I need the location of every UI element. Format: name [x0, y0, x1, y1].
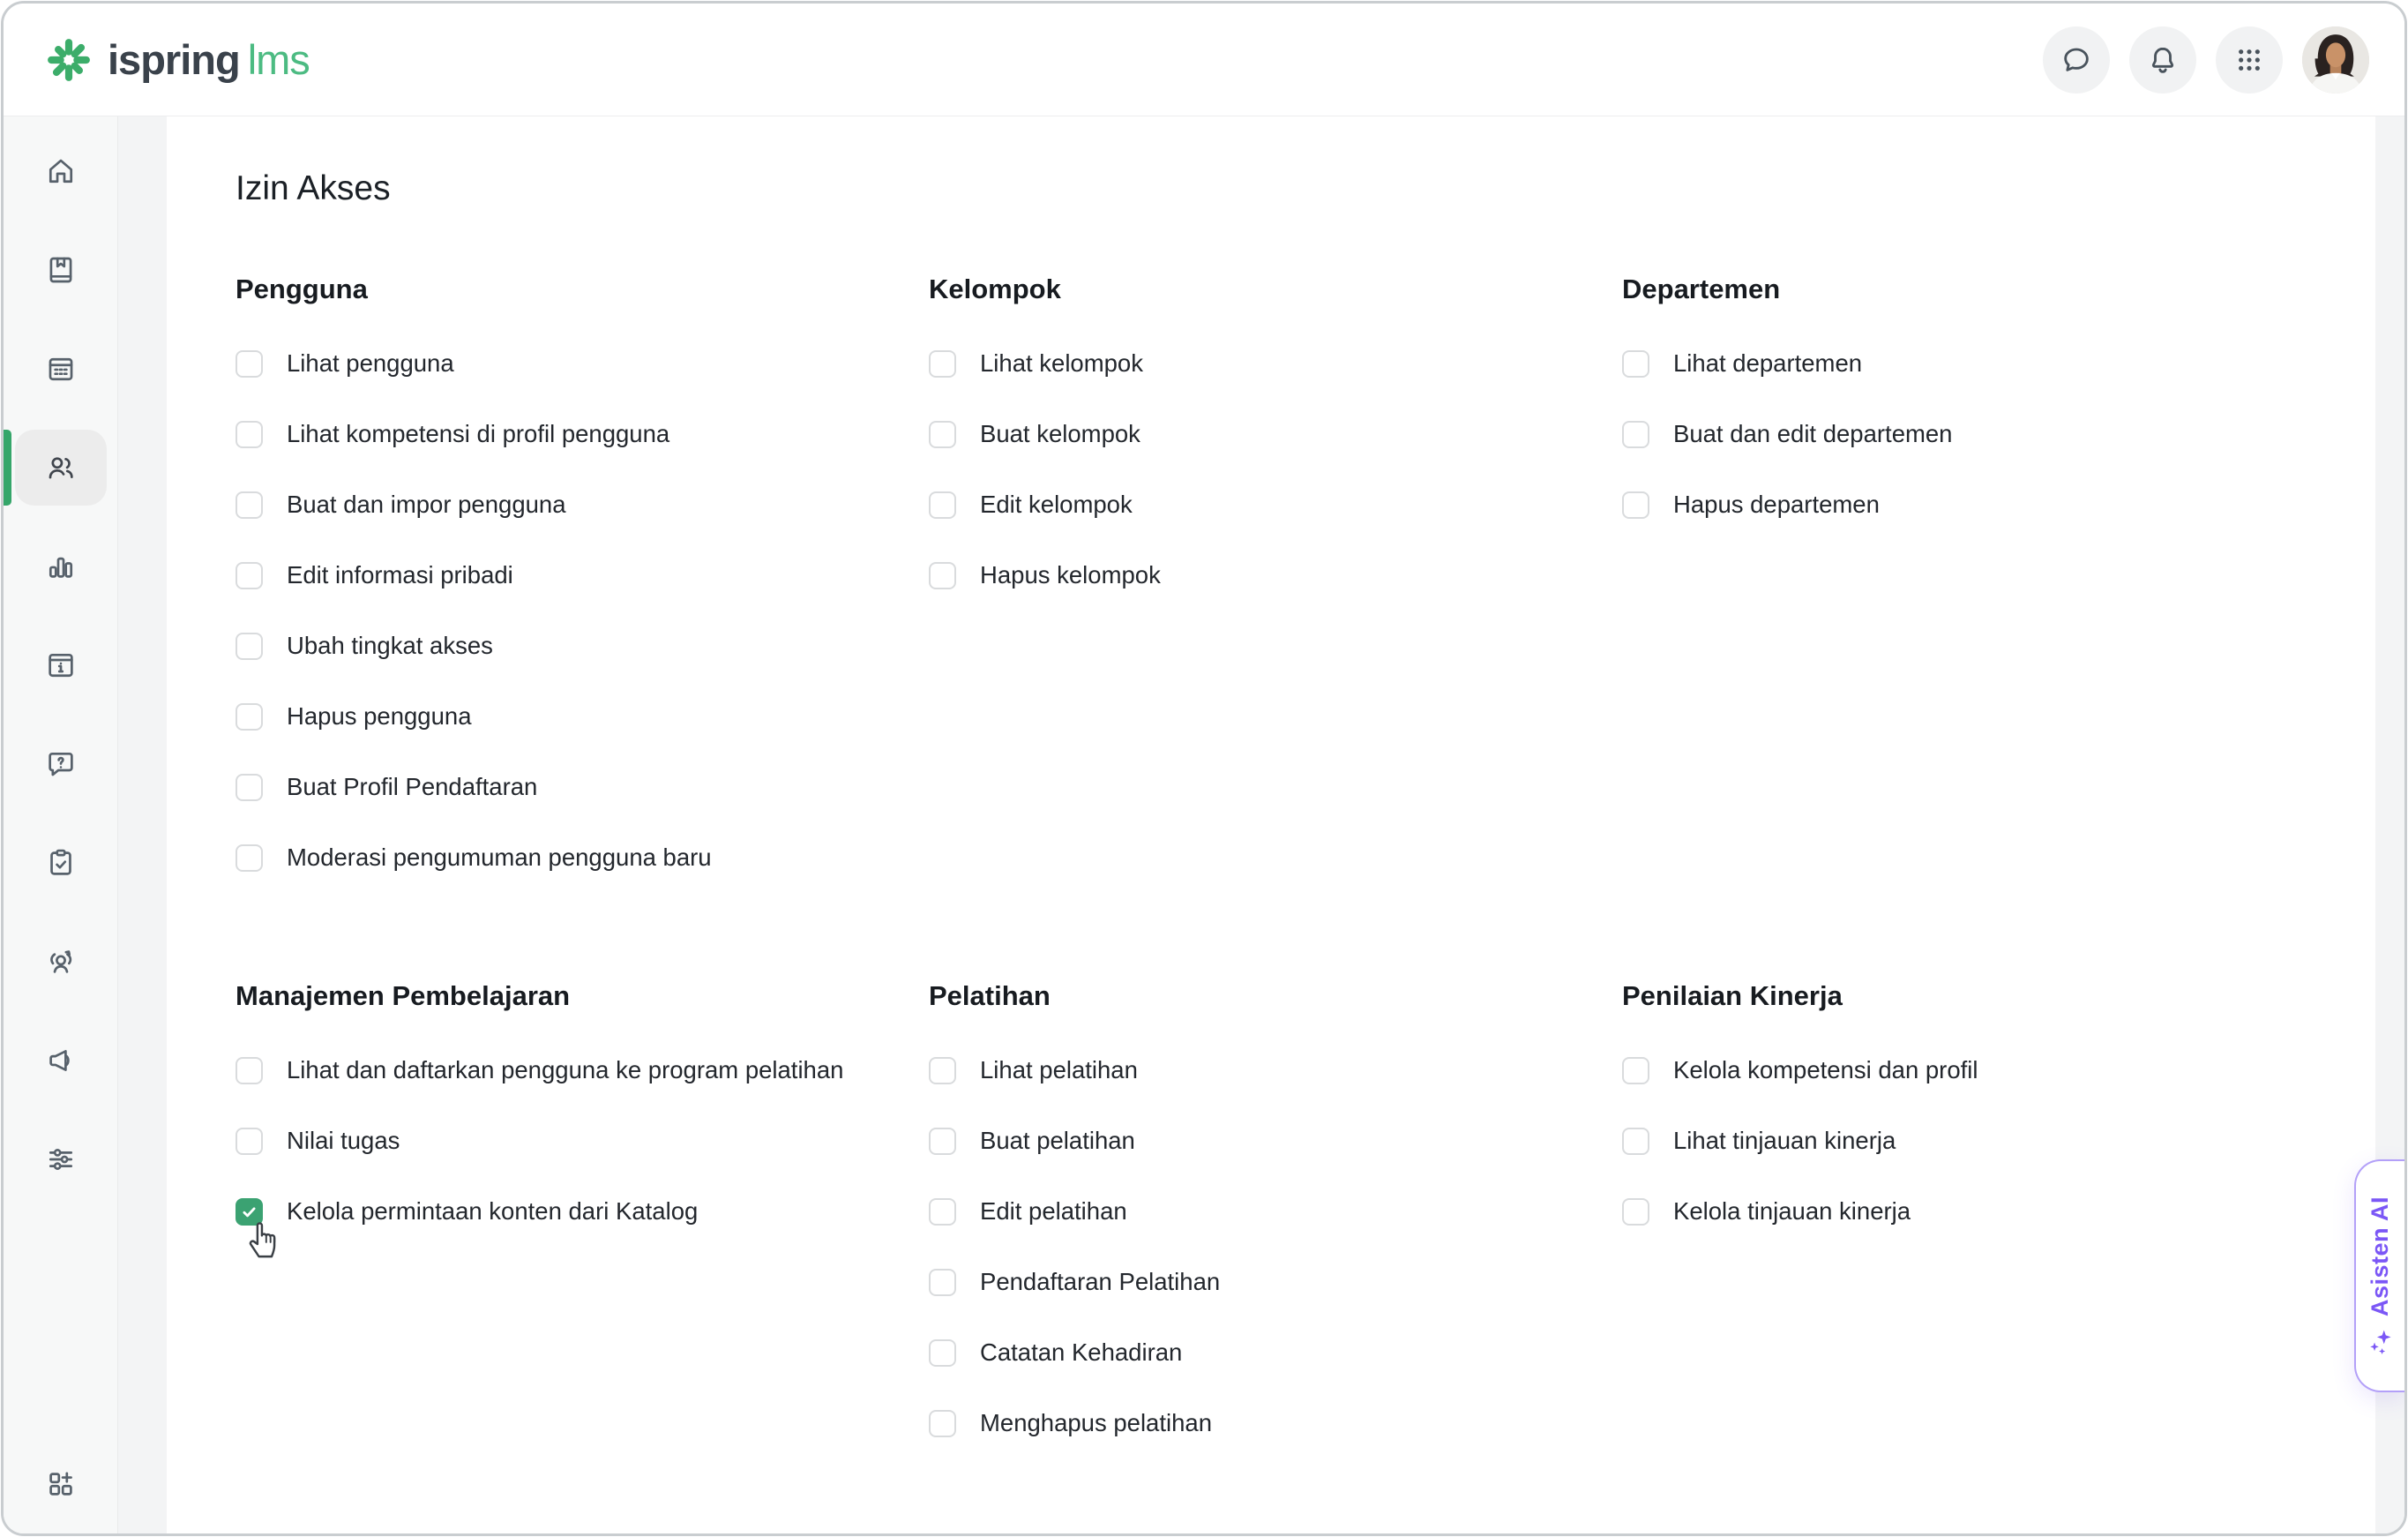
megaphone-icon: [44, 1044, 78, 1077]
permission-section: [929, 273, 1622, 611]
users-icon: [44, 451, 78, 484]
sidebar-item-performance-360[interactable]: [18, 933, 104, 990]
permission-label: Lihat kompetensi di profil pengguna: [287, 420, 670, 447]
checkbox-wrap: [929, 1057, 956, 1084]
permission-section: [236, 979, 929, 1247]
sidebar-item-help[interactable]: [18, 736, 104, 792]
permission-item: [929, 328, 1622, 399]
section-title: Penilaian Kinerja: [1622, 980, 1843, 1011]
permission-item: [236, 1106, 929, 1176]
permission-item: [929, 469, 1622, 540]
permission-label: Buat kelompok: [980, 420, 1140, 447]
permission-label: Kelola tinjauan kinerja: [1673, 1197, 1911, 1225]
app-shell: [4, 116, 2404, 1533]
checkbox-wrap: [1622, 1198, 1649, 1226]
checkbox-wrap: [929, 1339, 956, 1367]
permission-label: Hapus departemen: [1673, 491, 1880, 518]
permission-item: [236, 1176, 929, 1247]
permissions-grid: [236, 273, 2340, 1458]
permission-item: [929, 1317, 1622, 1388]
notifications-button[interactable]: [2129, 26, 2196, 94]
checkbox-wrap: [1622, 491, 1649, 519]
permission-item: [929, 1247, 1622, 1317]
user-avatar[interactable]: [2302, 26, 2369, 94]
permission-label: Lihat pengguna: [287, 349, 454, 377]
ai-assistant-tab[interactable]: [2354, 1159, 2404, 1392]
permission-label: Nilai tugas: [287, 1127, 400, 1154]
checkbox-wrap: [929, 1269, 956, 1296]
apps-grid-icon: [2232, 42, 2267, 78]
permission-label: Moderasi pengumuman pengguna baru: [287, 843, 712, 871]
permission-section: [929, 979, 1622, 1458]
permission-item: [236, 822, 929, 893]
sidebar-nav: [4, 116, 118, 1533]
permission-label: Lihat tinjauan kinerja: [1673, 1127, 1896, 1154]
checkbox-wrap: [1622, 1128, 1649, 1155]
permission-label: Kelola kompetensi dan profil: [1673, 1056, 1978, 1083]
header-actions: [2043, 26, 2369, 94]
checkbox-wrap: [929, 1198, 956, 1226]
section-title: Pengguna: [236, 274, 368, 304]
checkbox-wrap: [236, 844, 263, 872]
top-bar: [4, 4, 2404, 116]
permission-checkbox[interactable]: [236, 844, 263, 872]
permission-checkbox[interactable]: [236, 1198, 263, 1226]
ispring-flower-icon: [44, 35, 93, 85]
checkbox-wrap: [236, 1128, 263, 1155]
bell-icon: [2145, 42, 2180, 78]
apps-button[interactable]: [2216, 26, 2283, 94]
permission-item: [236, 752, 929, 822]
page-title: Izin Akses: [236, 169, 391, 207]
permission-item: [1622, 399, 2340, 469]
permission-checkbox[interactable]: [929, 350, 956, 378]
calendar-icon: [44, 352, 78, 386]
permission-item: [929, 1106, 1622, 1176]
permission-checkbox[interactable]: [929, 1198, 956, 1226]
permission-label: Edit informasi pribadi: [287, 561, 513, 589]
book-icon: [44, 253, 78, 287]
permission-label: Buat dan edit departemen: [1673, 420, 1953, 447]
sidebar-item-tasks[interactable]: [18, 835, 104, 891]
checkbox-wrap: [236, 703, 263, 731]
content-panel: [167, 116, 2375, 1533]
permission-checkbox[interactable]: [929, 1057, 956, 1084]
permission-item: [236, 328, 929, 399]
section-title: Manajemen Pembelajaran: [236, 980, 571, 1011]
checkbox-wrap: [1622, 1057, 1649, 1084]
permission-checkbox[interactable]: [929, 1410, 956, 1437]
permission-checkbox[interactable]: [236, 491, 263, 519]
permission-label: Pendaftaran Pelatihan: [980, 1268, 1221, 1295]
check-icon: [240, 1203, 258, 1221]
permission-label: Catatan Kehadiran: [980, 1338, 1183, 1366]
help-chat-icon: [44, 747, 78, 781]
permission-checkbox[interactable]: [236, 562, 263, 589]
permission-checkbox[interactable]: [1622, 1057, 1649, 1084]
clipboard-check-icon: [44, 846, 78, 880]
permission-checkbox[interactable]: [236, 633, 263, 660]
checkbox-wrap: [236, 350, 263, 378]
sidebar-item-settings[interactable]: [18, 1131, 104, 1188]
ai-assistant-label: Asisten AI: [2367, 1196, 2393, 1317]
brand-name: [108, 35, 310, 84]
permission-label: Ubah tingkat akses: [287, 632, 493, 659]
permission-checkbox[interactable]: [236, 1128, 263, 1155]
checkbox-wrap: [929, 1410, 956, 1437]
sidebar-item-add-ons[interactable]: [18, 1456, 104, 1512]
permission-label: Lihat pelatihan: [980, 1056, 1138, 1083]
grid-plus-icon: [44, 1467, 78, 1501]
permission-item: [1622, 1176, 2340, 1247]
checkbox-wrap: [236, 633, 263, 660]
permission-item: [236, 540, 929, 611]
permission-item: [929, 1388, 1622, 1458]
permission-item: [929, 399, 1622, 469]
checkbox-wrap: [929, 350, 956, 378]
permission-checkbox[interactable]: [1622, 1198, 1649, 1226]
permission-label: Hapus pengguna: [287, 702, 472, 730]
permission-label: Kelola permintaan konten dari Katalog: [287, 1197, 699, 1225]
permission-item: [929, 540, 1622, 611]
permission-checkbox[interactable]: [929, 1269, 956, 1296]
brand-name-secondary: lms: [247, 36, 310, 83]
permission-label: Hapus kelompok: [980, 561, 1161, 589]
permission-item: [236, 611, 929, 681]
permission-checkbox[interactable]: [236, 350, 263, 378]
checkbox-wrap: [236, 421, 263, 448]
permission-item: [1622, 1035, 2340, 1106]
permission-item: [929, 1035, 1622, 1106]
checkbox-wrap: [929, 421, 956, 448]
sidebar-item-reports[interactable]: [18, 538, 104, 595]
permission-checkbox[interactable]: [1622, 1128, 1649, 1155]
checkbox-wrap: [236, 491, 263, 519]
permission-label: Menghapus pelatihan: [980, 1409, 1212, 1436]
permission-checkbox[interactable]: [236, 774, 263, 801]
bar-chart-icon: [44, 550, 78, 583]
checkbox-wrap: [236, 774, 263, 801]
permission-checkbox[interactable]: [929, 1339, 956, 1367]
permission-item: [1622, 469, 2340, 540]
chat-icon: [2059, 42, 2094, 78]
permission-checkbox[interactable]: [1622, 350, 1649, 378]
permission-checkbox[interactable]: [236, 1057, 263, 1084]
sidebar-item-courses[interactable]: [18, 242, 104, 298]
sidebar-item-users[interactable]: [18, 439, 104, 496]
sparkles-icon: [2367, 1329, 2394, 1355]
checkbox-wrap: [236, 1198, 263, 1226]
permission-section: [1622, 273, 2340, 540]
permission-label: Buat pelatihan: [980, 1127, 1135, 1154]
permission-checkbox[interactable]: [236, 421, 263, 448]
avatar-photo: [2302, 26, 2369, 94]
permission-item: [236, 681, 929, 752]
permission-label: Lihat departemen: [1673, 349, 1863, 377]
info-window-icon: [44, 649, 78, 682]
sidebar-item-calendar[interactable]: [18, 341, 104, 397]
checkbox-wrap: [1622, 421, 1649, 448]
home-icon: [44, 154, 78, 188]
section-title: Kelompok: [929, 274, 1061, 304]
permission-checkbox[interactable]: [929, 1128, 956, 1155]
permission-item: [236, 399, 929, 469]
permission-section: [236, 273, 929, 893]
permission-item: [1622, 1106, 2340, 1176]
sidebar-item-announcements[interactable]: [18, 1032, 104, 1089]
permission-checkbox[interactable]: [236, 703, 263, 731]
checkbox-wrap: [236, 562, 263, 589]
checkbox-wrap: [236, 1057, 263, 1084]
permission-label: Edit kelompok: [980, 491, 1133, 518]
permission-item: [236, 469, 929, 540]
section-title: Departemen: [1622, 274, 1781, 304]
user-360-icon: [44, 945, 78, 978]
brand-logo[interactable]: [44, 35, 310, 85]
sidebar-item-home[interactable]: [18, 143, 104, 199]
section-title: Pelatihan: [929, 980, 1051, 1011]
permission-item: [236, 1035, 929, 1106]
app-window: [1, 1, 2407, 1536]
permission-checkbox[interactable]: [929, 491, 956, 519]
permission-item: [1622, 328, 2340, 399]
chat-button[interactable]: [2043, 26, 2110, 94]
sidebar-item-info-pages[interactable]: [18, 637, 104, 694]
brand-name-primary: ispring: [108, 36, 240, 83]
permission-label: Buat dan impor pengguna: [287, 491, 566, 518]
permission-checkbox[interactable]: [1622, 491, 1649, 519]
permission-checkbox[interactable]: [929, 421, 956, 448]
permission-checkbox[interactable]: [929, 562, 956, 589]
sliders-icon: [44, 1143, 78, 1176]
checkbox-wrap: [929, 562, 956, 589]
permission-label: Buat Profil Pendaftaran: [287, 773, 538, 800]
permission-label: Edit pelatihan: [980, 1197, 1127, 1225]
permission-label: Lihat dan daftarkan pengguna ke program pelatihan: [287, 1056, 844, 1083]
permission-section: [1622, 979, 2340, 1247]
permission-label: Lihat kelompok: [980, 349, 1143, 377]
checkbox-wrap: [929, 491, 956, 519]
permission-checkbox[interactable]: [1622, 421, 1649, 448]
checkbox-wrap: [1622, 350, 1649, 378]
permission-item: [929, 1176, 1622, 1247]
checkbox-wrap: [929, 1128, 956, 1155]
